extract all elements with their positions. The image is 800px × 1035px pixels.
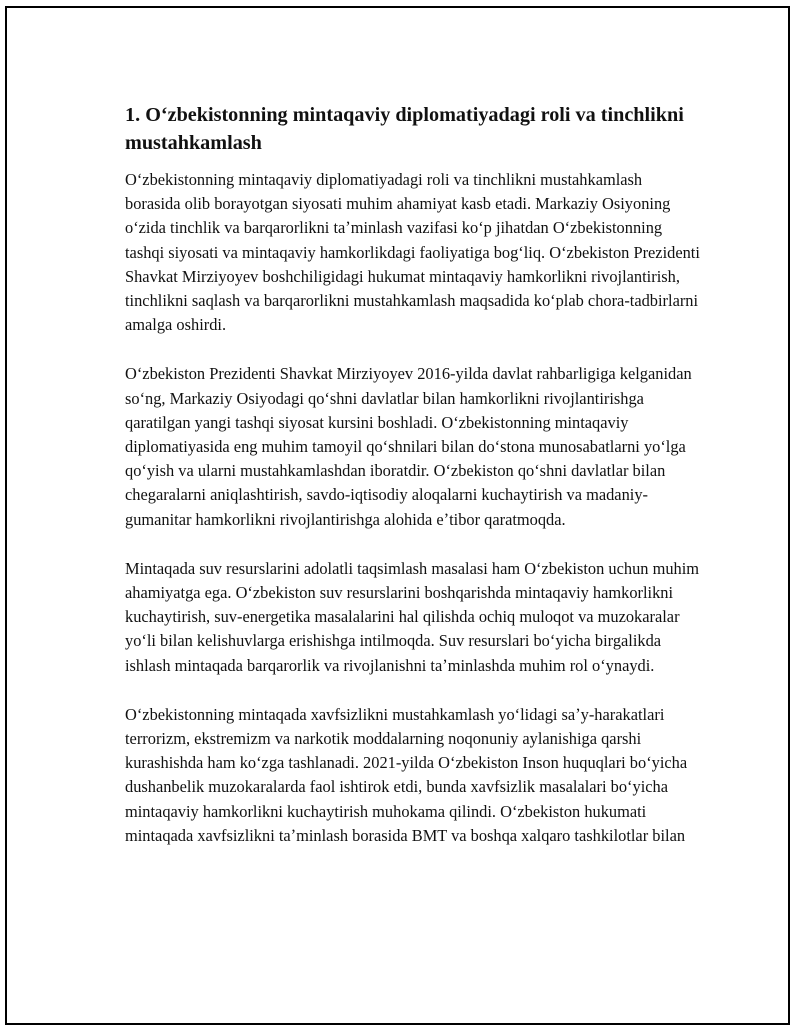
paragraph-3: Mintaqada suv resurslarini adolatli taqsimlash masalasi ham Oʻzbekiston uchun muhim ahamiyatga ega. Oʻzbekiston suv resurslarini boshqarishda mintaqaviy hamkorlikni kuchaytirish, suv-energetika masalalarini hal qilishda ochiq muloqot va muzokaralar yoʻli bilan kelishuvlarga erishishga intilmoqda. Suv resurslari boʻyicha birgalikda ishlash mintaqada barqarorlik va rivojlanishni taʼminlashda muhim rol oʻynaydi. [125,558,700,675]
paragraph-4: Oʻzbekistonning mintaqada xavfsizlikni mustahkamlash yoʻlidagi saʼy-harakatlari terrorizm, ekstremizm va narkotik moddalarning noqonuniy aylanishiga qarshi kurashishda ham koʻzga tashlanadi. 2021-yilda Oʻzbekiston Inson huquqlari boʻyicha dushanbelik muzokaralarda faol ishtirok etdi, bunda xavfsizlik masalalari boʻyicha mintaqaviy hamkorlikni kuchaytirish muhokama qilindi. Oʻzbekiston hukumati mintaqada xavfsizlikni taʼminlash borasida BMT va boshqa xalqaro tashkilotlar bilan [125,704,688,845]
page-frame [5,6,790,1025]
paragraph-2: Oʻzbekiston Prezidenti Shavkat Mirziyoyev 2016-yilda davlat rahbarligiga kelganidan soʻng, Markaziy Osiyodagi qoʻshni davlatlar bilan hamkorlikni rivojlantirishga qaratilgan yangi tashqi siyosat kursini boshladi. Oʻzbekistonning mintaqaviy diplomatiyasida eng muhim tamoyil qoʻshnilari bilan doʻstona munosabatlarni yoʻlga qoʻyish va ularni mustahkamlashdan iboratdir. Oʻzbekiston qoʻshni davlatlar bilan chegaralarni aniqlashtirish, savdo-iqtisodiy aloqalarni kuchaytirish va madaniy-gumanitar hamkorlikni rivojlantirishga alohida eʼtibor qaratmoqda. [125,364,692,529]
section-heading: 1. Oʻzbekistonning mintaqaviy diplomatiyadagi roli va tinchlikni mustahkamlash [125,104,684,154]
document-body [125,101,700,848]
paragraph-1: Oʻzbekistonning mintaqaviy diplomatiyadagi roli va tinchlikni mustahkamlash borasida olib borayotgan siyosati muhim ahamiyat kasb etadi. Markaziy Osiyoning oʻzida tinchlik va barqarorlikni taʼminlash vazifasi koʻp jihatdan Oʻzbekistonning tashqi siyosati va mintaqaviy hamkorlikdagi faoliyatiga bogʻliq. Oʻzbekiston Prezidenti Shavkat Mirziyoyev boshchiligidagi hukumat mintaqaviy hamkorlikni rivojlantirish, tinchlikni saqlash va barqarorlikni mustahkamlash maqsadida koʻplab chora-tadbirlarni amalga oshirdi. [125,170,700,335]
